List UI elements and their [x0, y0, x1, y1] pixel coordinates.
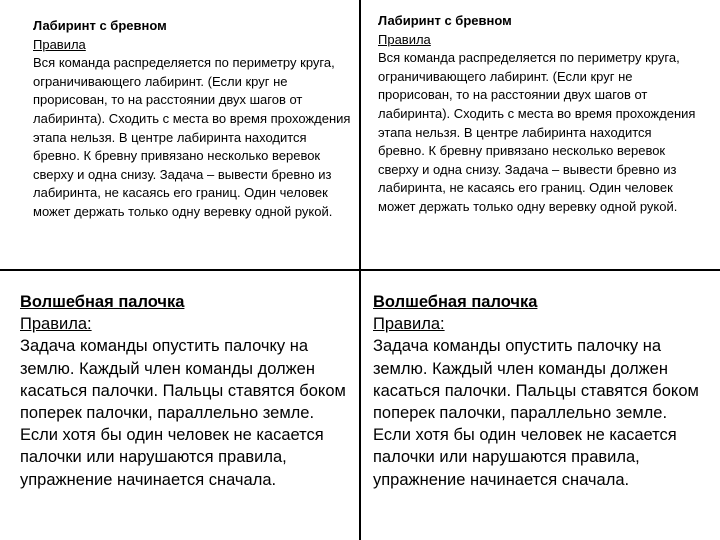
card-labyrinth-left: [33, 17, 353, 222]
card-title: Лабиринт с бревном: [33, 18, 167, 33]
rules-label: Правила: [33, 36, 86, 52]
card-body: Вся команда распределяется по периметру круга, ограничивающего лабиринт. (Если круг не прорисован, то на расстоянии двух шагов от лабиринта). Сходить с места во время прохождения этапа нельзя. В центре лабиринта находится бревно. К бревну привязано несколько веревок сверху и одна снизу. Задача – вывести бревно из лабиринта, не касаясь его границ. Один человек может держать только одну веревку одной рукой.: [378, 50, 696, 214]
rules-label: Правила:: [373, 315, 445, 334]
card-body: Задача команды опустить палочку на землю. Каждый член команды должен касаться палочки. Пальцы ставятся боком поперек палочки, параллельно земле. Если хотя бы один человек не касается палочки или нарушаются правила, упражнение начинается сначала.: [20, 337, 346, 489]
card-labyrinth-right: [378, 12, 698, 217]
rules-label: Правила: [378, 31, 431, 47]
card-body: Вся команда распределяется по периметру круга, ограничивающего лабиринт. (Если круг не прорисован, то на расстоянии двух шагов от лабиринта). Сходить с места во время прохождения этапа нельзя. В центре лабиринта находится бревно. К бревну привязано несколько веревок сверху и одна снизу. Задача – вывести бревно из лабиринта, не касаясь его границ. Один человек может держать только одну веревку одной рукой.: [33, 55, 351, 219]
horizontal-divider: [0, 269, 720, 271]
card-body: Задача команды опустить палочку на землю. Каждый член команды должен касаться палочки. Пальцы ставятся боком поперек палочки, параллельно земле. Если хотя бы один человек не касается палочки или нарушаются правила, упражнение начинается сначала.: [373, 337, 699, 489]
card-title: Волшебная палочка: [373, 293, 538, 311]
card-title: Лабиринт с бревном: [378, 13, 512, 28]
card-magic-wand-left: [20, 291, 355, 491]
rules-label: Правила:: [20, 315, 92, 334]
card-magic-wand-right: [373, 291, 708, 491]
card-title: Волшебная палочка: [20, 293, 185, 311]
